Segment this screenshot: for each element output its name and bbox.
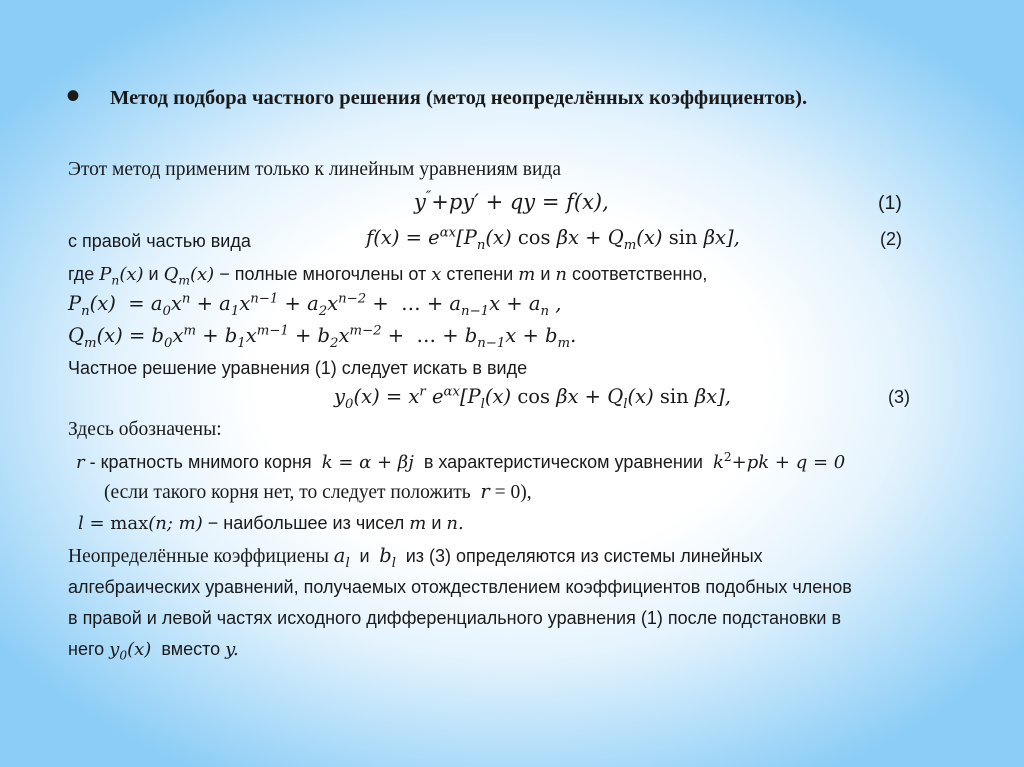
l-text: − наибольшее из чисел bbox=[207, 513, 405, 533]
equation-2-number: (2) bbox=[880, 229, 902, 249]
r-text1: - кратность мнимого корня bbox=[89, 452, 312, 472]
polynomial-q: $Q_m(x) = b_0x^m + b_1x^{m-1} + b_2x^{m-2}$ + … + $b_{n-1}x + b_m$. bbox=[68, 323, 577, 351]
paragraph-line-3: в правой и левой частях исходного дифференциального уравнения (1) после подстановки в bbox=[68, 608, 842, 628]
r-line: r - кратность мнимого корня k = α + βj в характеристическом уравнении $k^2+pk + q = 0$ bbox=[76, 450, 846, 473]
equation-3: $y_0(x) = x^r$ $e^{\alpha x}[P_l(x)$ $\cos \beta x + Q_l(x)$ sin βx], bbox=[334, 384, 731, 412]
r-note: (если такого корня нет, то следует положить r = 0), bbox=[104, 480, 532, 503]
bullet-icon: • bbox=[66, 74, 81, 118]
where-suffix: соответственно, bbox=[572, 264, 708, 284]
r-text2: в характеристическом уравнении bbox=[423, 452, 703, 472]
paragraph-line-2: алгебраических уравнений, получаемых отождествлением коэффициентов подобных членов bbox=[68, 577, 852, 597]
p1-serif: Неопределённые коэффициены bbox=[68, 546, 329, 567]
where-var: x bbox=[431, 264, 442, 285]
p4-y: y. bbox=[225, 639, 239, 660]
equation-1-number: (1) bbox=[878, 192, 902, 214]
eq2-label: с правой частью вида bbox=[68, 231, 251, 251]
particular-intro: Частное решение уравнения (1) следует искать в виде bbox=[68, 358, 528, 378]
p1-and: и bbox=[359, 546, 370, 566]
where-prefix: где bbox=[68, 264, 95, 284]
slide-title: Метод подбора частного решения (метод неопределённых коэффициентов). bbox=[110, 87, 808, 109]
where-m: m bbox=[518, 264, 536, 285]
l-and: и bbox=[431, 513, 442, 533]
notation-heading: Здесь обозначены: bbox=[68, 419, 222, 440]
equation-3-number: (3) bbox=[888, 387, 910, 407]
paragraph-line-4: него $y_0(x)$ вместо y. bbox=[68, 639, 239, 663]
where-and: и bbox=[148, 264, 159, 284]
polynomial-p: $P_n(x) = a_0x^n + a_1x^{n-1} + a_2x^{n-2}$ + … + $a_{n-1}x + a_n$ , bbox=[68, 291, 562, 319]
l-n: n. bbox=[446, 513, 464, 534]
p1-rest: из (3) определяются из системы линейных bbox=[405, 546, 763, 566]
intro-text: Этот метод применим только к линейным уравнениям вида bbox=[68, 159, 561, 180]
equation-2: $f(x) = e^{\alpha x}[P_n(x)$ $\cos \beta x + Q_m(x)$ sin βx], bbox=[366, 225, 740, 253]
p4-prefix: него bbox=[68, 639, 105, 659]
l-m: m bbox=[409, 513, 427, 534]
where-degrees: степени bbox=[446, 264, 514, 284]
equation-1: y″+py′ + qy = f(x), bbox=[414, 189, 609, 214]
p4-mid: вместо bbox=[161, 639, 221, 659]
l-line: l = max(n; m) − наибольшее из чисел m и n. bbox=[78, 513, 464, 534]
where-dash: − bbox=[219, 264, 230, 284]
where-line: где $P_n(x)$ и $Q_m(x)$ − полные многочлены от x степени m и n соответственно, bbox=[68, 264, 708, 288]
paragraph-line-1: Неопределённые коэффициены $a_l$ и $b_l$ из (3) определяются из системы линейных bbox=[68, 544, 763, 571]
where-text: полные многочлены от bbox=[234, 264, 427, 284]
r-var: r bbox=[76, 452, 85, 473]
where-n: n bbox=[555, 264, 568, 285]
where-and2: и bbox=[540, 264, 551, 284]
